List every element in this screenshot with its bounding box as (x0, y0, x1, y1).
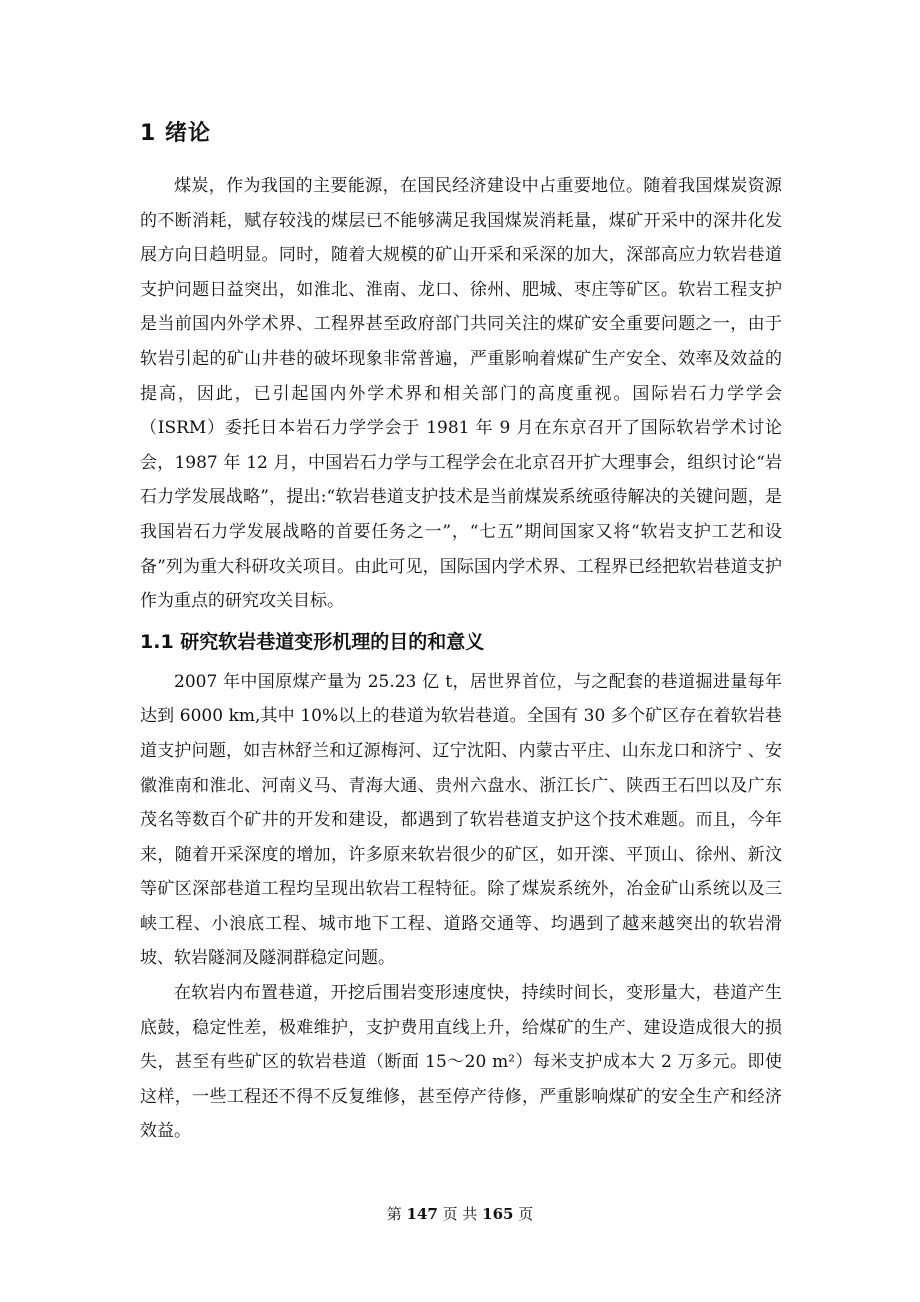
footer-suffix: 页 (518, 1205, 534, 1223)
section-paragraph: 在软岩内布置巷道，开挖后围岩变形速度快，持续时间长，变形量大，巷道产生底鼓，稳定性差，极难维护，支护费用直线上升，给煤矿的生产、建设造成很大的损失，甚至有些矿区的软岩巷道（断面 15～20 m²）每米支护成本大 2 万多元。即使这样，一些工程还不得不反复维修，甚至停产待修，严重影响煤矿的安全生产和经济效益。 (140, 983, 782, 1142)
section-heading: 1.1 研究软岩巷道变形机理的目的和意义 (140, 630, 485, 653)
page-footer (0, 1204, 920, 1224)
section-paragraph: 2007 年中国原煤产量为 25.23 亿 t，居世界首位，与之配套的巷道掘进量每年达到 6000 km,其中 10%以上的巷道为软岩巷道。全国有 30 多个矿区存在着软岩巷道支护问题，如吉林舒兰和辽源梅河、辽宁沈阳、内蒙古平庄、山东龙口和济宁 、安徽淮南和淮北、河南义马、青海大通、贵州六盘水、浙江长广、陕西王石凹以及广东茂名等数百个矿井的开发和建设，都遇到了软岩巷道支护这个技术难题。而且，今年来，随着开采深度的增加，许多原来软岩很少的矿区，如开滦、平顶山、徐州、新汶等矿区深部巷道工程均呈现出软岩工程特征。除了煤炭系统外，冶金矿山系统以及三峡工程、小浪底工程、城市地下工程、道路交通等、均遇到了越来越突出的软岩滑坡、软岩隧洞及隧洞群稳定问题。 (140, 671, 782, 969)
footer-total-pages: 165 (482, 1205, 514, 1223)
chapter-paragraph: 煤炭，作为我国的主要能源，在国民经济建设中占重要地位。随着我国煤炭资源的不断消耗，赋存较浅的煤层已不能够满足我国煤炭消耗量，煤矿开采中的深井化发展方向日趋明显。同时，随着大规模的矿山开采和采深的加大，深部高应力软岩巷道支护问题日益突出，如淮北、淮南、龙口、徐州、肥城、枣庄等矿区。软岩工程支护是当前国内外学术界、工程界甚至政府部门共同关注的煤矿安全重要问题之一，由于软岩引起的矿山井巷的破坏现象非常普遍，严重影响着煤矿生产安全、效率及效益的提高，因此，已引起国内外学术界和相关部门的高度重视。国际岩石力学学会（ISRM）委托日本岩石力学学会于 1981 年 9 月在东京召开了国际软岩学术讨论会，1987 年 12 月，中国岩石力学与工程学会在北京召开扩大理事会，组织讨论“岩石力学发展战略”，提出:“软岩巷道支护技术是当前煤炭系统亟待解决的关键问题，是我国岩石力学发展战略的首要任务之一”，“七五”期间国家又将“软岩支护工艺和设备”列为重大科研攻关项目。由此可见，国际国内学术界、工程界已经把软岩巷道支护作为重点的研究攻关目标。 (140, 176, 782, 612)
chapter-heading: 1 绪论 (140, 121, 211, 146)
footer-current-page: 147 (406, 1205, 438, 1223)
page-content (140, 117, 782, 1149)
footer-mid: 页 共 (442, 1205, 478, 1223)
footer-prefix: 第 (386, 1205, 402, 1223)
